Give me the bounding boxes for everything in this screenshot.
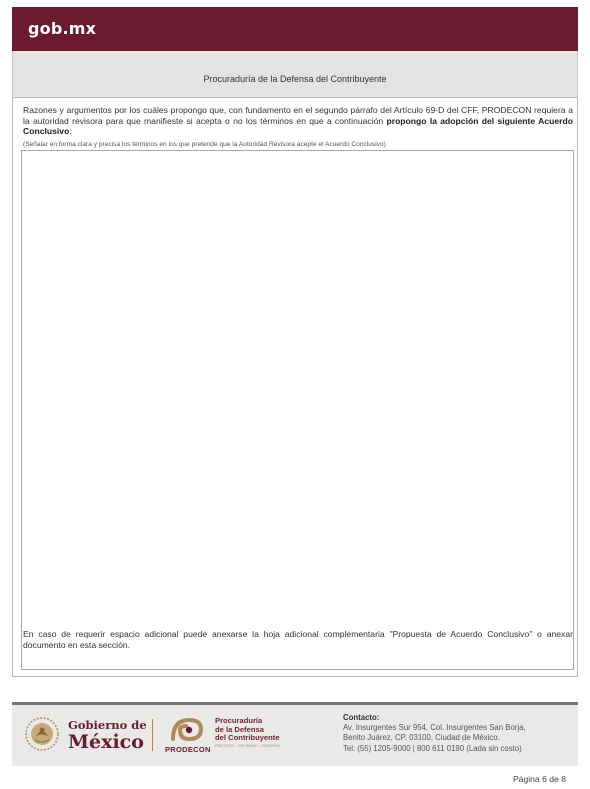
gobmx-logo[interactable]: gob.mx <box>28 19 97 38</box>
contact-info <box>343 713 573 754</box>
contact-phone: Tel: (55) 1205-9000 | 800 611 0190 (Lada sin costo) <box>343 743 522 753</box>
contact-title: Contacto: <box>343 713 380 722</box>
page-number: Página 6 de 8 <box>512 774 566 784</box>
prodecon-name-1: Procuraduría <box>215 716 263 725</box>
gobierno-de-mexico-logo <box>68 719 147 752</box>
proposal-text-field[interactable] <box>21 150 574 670</box>
prodecon-tagline: PROTEGE • DEFIENDE • OBSERVA <box>215 744 280 748</box>
intro-end: : <box>69 126 72 137</box>
prodecon-name-2: de la Defensa <box>215 724 264 734</box>
intro-paragraph <box>23 105 573 137</box>
footer <box>12 702 578 766</box>
logo-divider <box>152 719 153 751</box>
intro-bold: propongo la adopción del siguiente Acuerdo Conclusivo <box>23 115 573 137</box>
gob-line2: México <box>68 731 144 753</box>
form-section <box>12 97 578 677</box>
subheader <box>12 51 578 97</box>
contact-address-1: Av. Insurgentes Sur 954, Col. Insurgentes San Borja, <box>343 723 526 733</box>
mexico-coat-of-arms-icon <box>24 716 60 752</box>
org-name: Procuraduría de la Defensa del Contribuyente <box>203 74 387 84</box>
prodecon-name-3: del Contribuyente <box>215 733 280 743</box>
contact-address-2: Benito Juárez, CP. 03100, Ciudad de México. <box>343 733 500 743</box>
intro-text: Razones y argumentos por los cuáles propongo que, con fundamento en el segundo párrafo del Artículo 69-D del CFF, PRODECON requiera a la autoridad revisora para que manifieste si acepta o no los términos en que a continuación <box>23 105 573 126</box>
top-header-bar <box>12 7 578 51</box>
prodecon-name <box>215 717 280 743</box>
gob-line1: Gobierno de <box>68 718 147 732</box>
prodecon-logo-icon <box>170 717 204 743</box>
additional-space-note: En caso de requerir espacio adicional puede anexarse la hoja adicional complementaria "Propuesta de Acuerdo Conclusivo" o anexar documento en esta sección. <box>23 629 573 650</box>
prodecon-wordmark: PRODECON <box>165 745 211 754</box>
instruction-hint: (Señalar en forma clara y precisa los términos en los que pretende que la Autoridad Revisora acepte el Acuerdo Conclusivo) <box>23 141 386 148</box>
